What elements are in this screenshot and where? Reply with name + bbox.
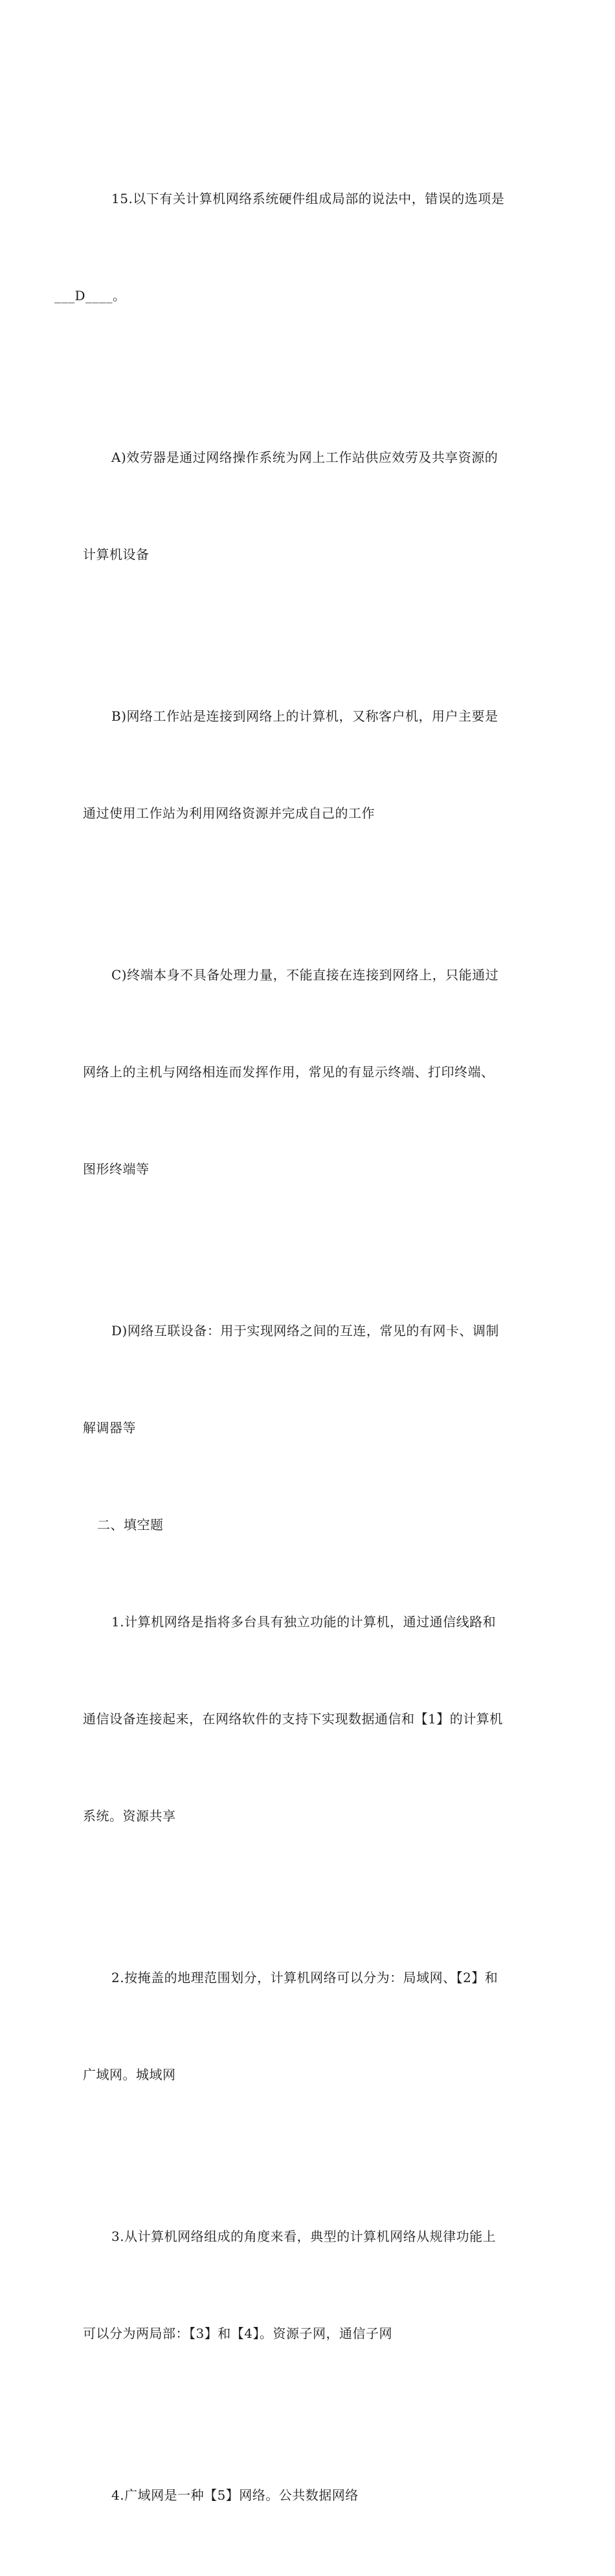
fill-2-line-2: 广域网。城域网 (83, 2067, 176, 2082)
option-a-line-2: 计算机设备 (83, 547, 150, 562)
fill-question-3 (83, 2156, 539, 2414)
fill-3-line-1: 3.从计算机网络组成的角度来看，典型的计算机网络从规律功能上 (111, 2229, 497, 2244)
fill-1-line-2: 通信设备连接起来，在网络软件的支持下实现数据通信和【1】的计算机 (83, 1711, 503, 1727)
option-c-line-1: C)终端本身不具备处理力量，不能直接在连接到网络上，只能通过 (111, 967, 499, 983)
option-c-line-2: 网络上的主机与网络相连而发挥作用，常见的有显示终端、打印终端、 (83, 1064, 495, 1080)
fill-3-line-2: 可以分为两局部：【3】和【4】。资源子网，通信子网 (83, 2326, 392, 2341)
fill-question-2 (83, 1897, 539, 2156)
option-c (83, 894, 539, 1250)
document-page (54, 118, 539, 2576)
fill-question-4 (83, 2414, 539, 2576)
option-a-line-1: A)效劳器是通过网络操作系统为网上工作站供应效劳及共享资源的 (111, 450, 498, 465)
option-a (83, 377, 539, 635)
fill-2-line-1: 2.按掩盖的地理范围划分，计算机网络可以分为：局域网、【2】和 (111, 1970, 498, 1985)
fill-1-line-1: 1.计算机网络是指将多台具有独立功能的计算机，通过通信线路和 (111, 1614, 497, 1630)
option-d (83, 1250, 539, 1509)
section-title-fill-in: 二、填空题 (97, 1517, 164, 1533)
question-15 (54, 118, 539, 377)
option-b-line-2: 通过使用工作站为利用网络资源并完成自己的工作 (83, 805, 375, 821)
option-d-line-1: D)网络互联设备：用于实现网络之间的互连，常见的有网卡、调制 (111, 1323, 499, 1338)
option-b-line-1: B)网络工作站是连接到网络上的计算机，又称客户机，用户主要是 (111, 708, 498, 724)
question-15-line-2: ___D____。 (54, 288, 126, 303)
question-15-line-1: 15.以下有关计算机网络系统硬件组成局部的说法中，错误的选项是 (111, 191, 505, 206)
option-b (83, 635, 539, 894)
option-d-line-2: 解调器等 (83, 1420, 136, 1435)
fill-4-line-1: 4.广域网是一种【5】网络。公共数据网络 (111, 2487, 359, 2503)
fill-1-line-3: 系统。资源共享 (83, 1808, 176, 1824)
fill-question-1 (83, 1541, 539, 1897)
option-c-line-3: 图形终端等 (83, 1161, 150, 1177)
